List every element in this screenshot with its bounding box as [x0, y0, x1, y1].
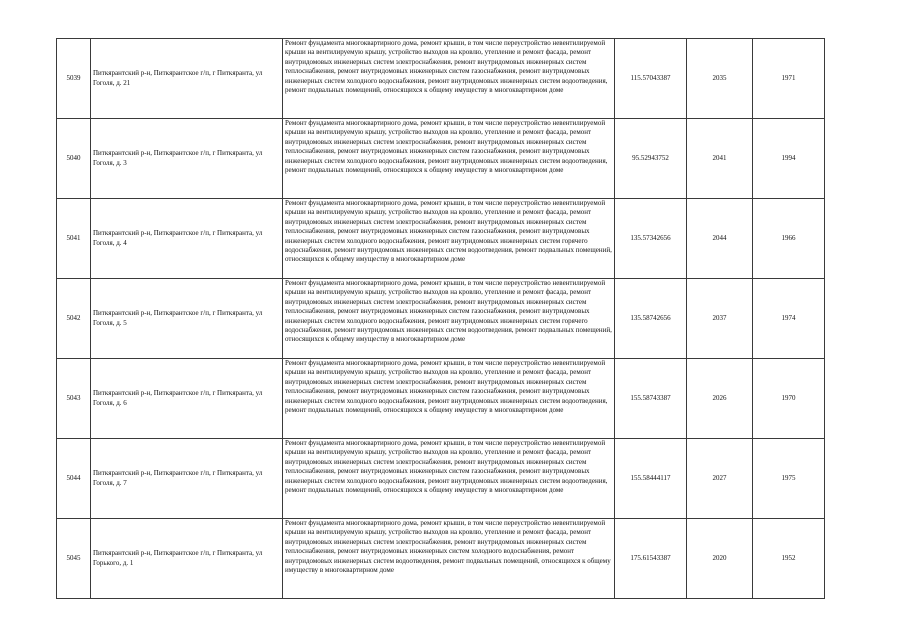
row-number-cell: 5043: [57, 359, 91, 439]
row-number-cell: 5041: [57, 199, 91, 279]
repair-year-cell: 2026: [687, 359, 753, 439]
works-cell: Ремонт фундамента многоквартирного дома, ремонт крыши, в том числе переустройство невентилируемой крыши на вентилируемую крышу, устройство выходов на кровлю, утепление и ремонт фасада, ремонт внутридомовых инженерных систем электроснабжения, ремонт внутридомовых инженерных систем теплоснабжения, ремонт внутридомовых инженерных систем холодного водоснабжения, ремонт внутридомовых инженерных систем водоотведения, ремонт подвальных помещений, относящихся к общему имуществу в многоквартирном доме: [283, 519, 615, 599]
row-number-cell: 5040: [57, 119, 91, 199]
value-cell: 155.58444117: [615, 439, 687, 519]
row-number-cell: 5045: [57, 519, 91, 599]
repair-year-cell: 2037: [687, 279, 753, 359]
row-number-cell: 5044: [57, 439, 91, 519]
value-cell: 135.58742656: [615, 279, 687, 359]
repair-year-cell: 2027: [687, 439, 753, 519]
value-cell: 175.61543387: [615, 519, 687, 599]
built-year-cell: 1966: [753, 199, 825, 279]
value-cell: 155.58743387: [615, 359, 687, 439]
address-cell: Питкярантский р-н, Питкярантское г/п, г Питкяранта, ул Гоголя, д. 4: [91, 199, 283, 279]
built-year-cell: 1952: [753, 519, 825, 599]
address-cell: Питкярантский р-н, Питкярантское г/п, г Питкяранта, ул Гоголя, д. 21: [91, 39, 283, 119]
works-cell: Ремонт фундамента многоквартирного дома, ремонт крыши, в том числе переустройство невентилируемой крыши на вентилируемую крышу, устройство выходов на кровлю, утепление и ремонт фасада, ремонт внутридомовых инженерных систем электроснабжения, ремонт внутридомовых инженерных систем теплоснабжения, ремонт внутридомовых инженерных систем газоснабжения, ремонт внутридомовых инженерных систем холодного водоснабжения, ремонт внутридомовых инженерных систем водоотведения, ремонт подвальных помещений, относящихся к общему имуществу в многоквартирном доме: [283, 39, 615, 119]
address-cell: Питкярантский р-н, Питкярантское г/п, г Питкяранта, ул Гоголя, д. 3: [91, 119, 283, 199]
works-cell: Ремонт фундамента многоквартирного дома, ремонт крыши, в том числе переустройство невентилируемой крыши на вентилируемую крышу, устройство выходов на кровлю, утепление и ремонт фасада, ремонт внутридомовых инженерных систем электроснабжения, ремонт внутридомовых инженерных систем теплоснабжения, ремонт внутридомовых инженерных систем газоснабжения, ремонт внутридомовых инженерных систем холодного водоснабжения, ремонт внутридомовых инженерных систем горячего водоснабжения, ремонт внутридомовых инженерных систем водоотведения, ремонт подвальных помещений, относящихся к общему имуществу в многоквартирном доме: [283, 279, 615, 359]
repair-year-cell: 2020: [687, 519, 753, 599]
row-number-cell: 5042: [57, 279, 91, 359]
works-cell: Ремонт фундамента многоквартирного дома, ремонт крыши, в том числе переустройство невентилируемой крыши на вентилируемую крышу, устройство выходов на кровлю, утепление и ремонт фасада, ремонт внутридомовых инженерных систем электроснабжения, ремонт внутридомовых инженерных систем теплоснабжения, ремонт внутридомовых инженерных систем газоснабжения, ремонт внутридомовых инженерных систем холодного водоснабжения, ремонт внутридомовых инженерных систем водоотведения, ремонт подвальных помещений, относящихся к общему имуществу в многоквартирном доме: [283, 439, 615, 519]
table-row: [57, 279, 825, 359]
value-cell: 95.52943752: [615, 119, 687, 199]
row-number-cell: 5039: [57, 39, 91, 119]
repair-year-cell: 2044: [687, 199, 753, 279]
table-row: [57, 519, 825, 599]
built-year-cell: 1971: [753, 39, 825, 119]
address-cell: Питкярантский р-н, Питкярантское г/п, г Питкяранта, ул Гоголя, д. 7: [91, 439, 283, 519]
value-cell: 115.57043387: [615, 39, 687, 119]
address-cell: Питкярантский р-н, Питкярантское г/п, г Питкяранта, ул Гоголя, д. 5: [91, 279, 283, 359]
works-cell: Ремонт фундамента многоквартирного дома, ремонт крыши, в том числе переустройство невентилируемой крыши на вентилируемую крышу, устройство выходов на кровлю, утепление и ремонт фасада, ремонт внутридомовых инженерных систем электроснабжения, ремонт внутридомовых инженерных систем теплоснабжения, ремонт внутридомовых инженерных систем газоснабжения, ремонт внутридомовых инженерных систем холодного водоснабжения, ремонт внутридомовых инженерных систем водоотведения, ремонт подвальных помещений, относящихся к общему имуществу в многоквартирном доме: [283, 359, 615, 439]
built-year-cell: 1974: [753, 279, 825, 359]
built-year-cell: 1970: [753, 359, 825, 439]
repair-year-cell: 2035: [687, 39, 753, 119]
table-row: [57, 199, 825, 279]
table-row: [57, 439, 825, 519]
document-table: [56, 38, 825, 599]
table-row: [57, 359, 825, 439]
address-cell: Питкярантский р-н, Питкярантское г/п, г Питкяранта, ул Горького, д. 1: [91, 519, 283, 599]
table-row: [57, 119, 825, 199]
address-cell: Питкярантский р-н, Питкярантское г/п, г Питкяранта, ул Гоголя, д. 6: [91, 359, 283, 439]
value-cell: 135.57342656: [615, 199, 687, 279]
works-cell: Ремонт фундамента многоквартирного дома, ремонт крыши, в том числе переустройство невентилируемой крыши на вентилируемую крышу, устройство выходов на кровлю, утепление и ремонт фасада, ремонт внутридомовых инженерных систем электроснабжения, ремонт внутридомовых инженерных систем теплоснабжения, ремонт внутридомовых инженерных систем газоснабжения, ремонт внутридомовых инженерных систем холодного водоснабжения, ремонт внутридомовых инженерных систем водоотведения, ремонт подвальных помещений, относящихся к общему имуществу в многоквартирном доме: [283, 119, 615, 199]
table-row: [57, 39, 825, 119]
built-year-cell: 1975: [753, 439, 825, 519]
built-year-cell: 1994: [753, 119, 825, 199]
repair-year-cell: 2041: [687, 119, 753, 199]
works-cell: Ремонт фундамента многоквартирного дома, ремонт крыши, в том числе переустройство невентилируемой крыши на вентилируемую крышу, устройство выходов на кровлю, утепление и ремонт фасада, ремонт внутридомовых инженерных систем электроснабжения, ремонт внутридомовых инженерных систем теплоснабжения, ремонт внутридомовых инженерных систем газоснабжения, ремонт внутридомовых инженерных систем холодного водоснабжения, ремонт внутридомовых инженерных систем горячего водоснабжения, ремонт внутридомовых инженерных систем водоотведения, ремонт подвальных помещений, относящихся к общему имуществу в многоквартирном доме: [283, 199, 615, 279]
